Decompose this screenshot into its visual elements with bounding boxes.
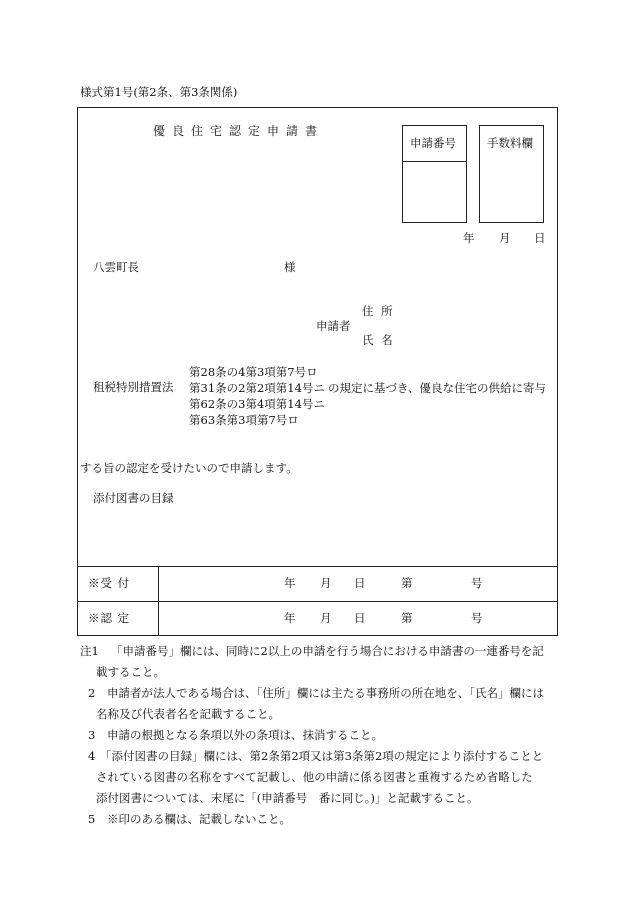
law-article-3: 第62条の3第4項第14号ニ (189, 397, 325, 411)
reception-label: ※受 付 (88, 576, 131, 590)
reception-month: 月 (320, 576, 332, 590)
addressee-honorific: 様 (284, 260, 296, 274)
form-number: 様式第1号(第2条、第3条関係) (80, 85, 238, 99)
certification-year: 年 (284, 611, 296, 625)
law-body-continue: する旨の認定を受けたいので申請します。 (80, 461, 298, 475)
note-4-number: 4 (88, 749, 96, 763)
law-article-1: 第28条の4第3項第7号ロ (189, 365, 318, 379)
row-divider-2 (77, 601, 558, 602)
form-title: 優良住宅認定申請書 (153, 124, 325, 138)
note-1-text: 「申請番号」欄には、同時に2以上の申請を行う場合における申請書の一連番号を記 (111, 644, 544, 658)
note-1-continuation: 載すること。 (96, 665, 165, 679)
note-5-number: 5 (88, 812, 96, 826)
law-body-inline: の規定に基づき、優良な住宅の供給に寄与 (328, 381, 547, 395)
row-divider-1 (77, 566, 558, 567)
applicant-address-label: 住 所 (362, 304, 395, 318)
application-number-label: 申請番号 (410, 136, 456, 150)
reception-year: 年 (284, 576, 296, 590)
note-4-continuation-2: 添付図書については、末尾に「(申請番号 番に同じ。)」と記載すること。 (96, 791, 479, 805)
fee-label: 手数料欄 (487, 136, 533, 150)
law-article-4: 第63条第3項第7号ロ (189, 413, 299, 427)
note-2-continuation: 名称及び代表者名を記載すること。 (96, 707, 280, 721)
law-name: 租税特別措置法 (93, 380, 174, 394)
reception-no-suffix: 号 (471, 576, 483, 590)
note-2-text: 申請者が法人である場合は、「住所」欄には主たる事務所の所在地を、「氏名」欄には (107, 686, 544, 700)
certification-month: 月 (320, 611, 332, 625)
note-5-text: ※印のある欄は、記載しないこと。 (107, 812, 291, 826)
law-article-2: 第31条の2第2項第14号ニ (189, 381, 325, 395)
applicant-name-label: 氏 名 (362, 333, 395, 347)
certification-no-prefix: 第 (401, 611, 413, 625)
note-3-number: 3 (88, 728, 96, 742)
note-3-text: 申請の根拠となる条項以外の条項は、抹消すること。 (107, 728, 383, 742)
reception-day: 日 (354, 576, 366, 590)
application-number-divider (402, 161, 467, 162)
note-2-number: 2 (88, 686, 96, 700)
certification-day: 日 (354, 611, 366, 625)
row-column-divider (158, 566, 159, 636)
reception-no-prefix: 第 (401, 576, 413, 590)
date-day: 日 (534, 231, 546, 245)
note-4-continuation-1: されている図書の名称をすべて記載し、他の申請に係る図書と重複するため省略した (96, 770, 533, 784)
note-4-text: 「添付図書の目録」欄には、第2条第2項又は第3条第2項の規定により添付することと (100, 749, 544, 763)
applicant-label: 申請者 (316, 319, 351, 333)
note-1-number: 注1 (80, 644, 99, 658)
certification-label: ※認 定 (88, 611, 131, 625)
date-month: 月 (499, 231, 511, 245)
addressee-name: 八雲町長 (93, 260, 139, 274)
date-year: 年 (463, 231, 475, 245)
certification-no-suffix: 号 (471, 611, 483, 625)
attachments-label: 添付図書の目録 (93, 491, 174, 505)
